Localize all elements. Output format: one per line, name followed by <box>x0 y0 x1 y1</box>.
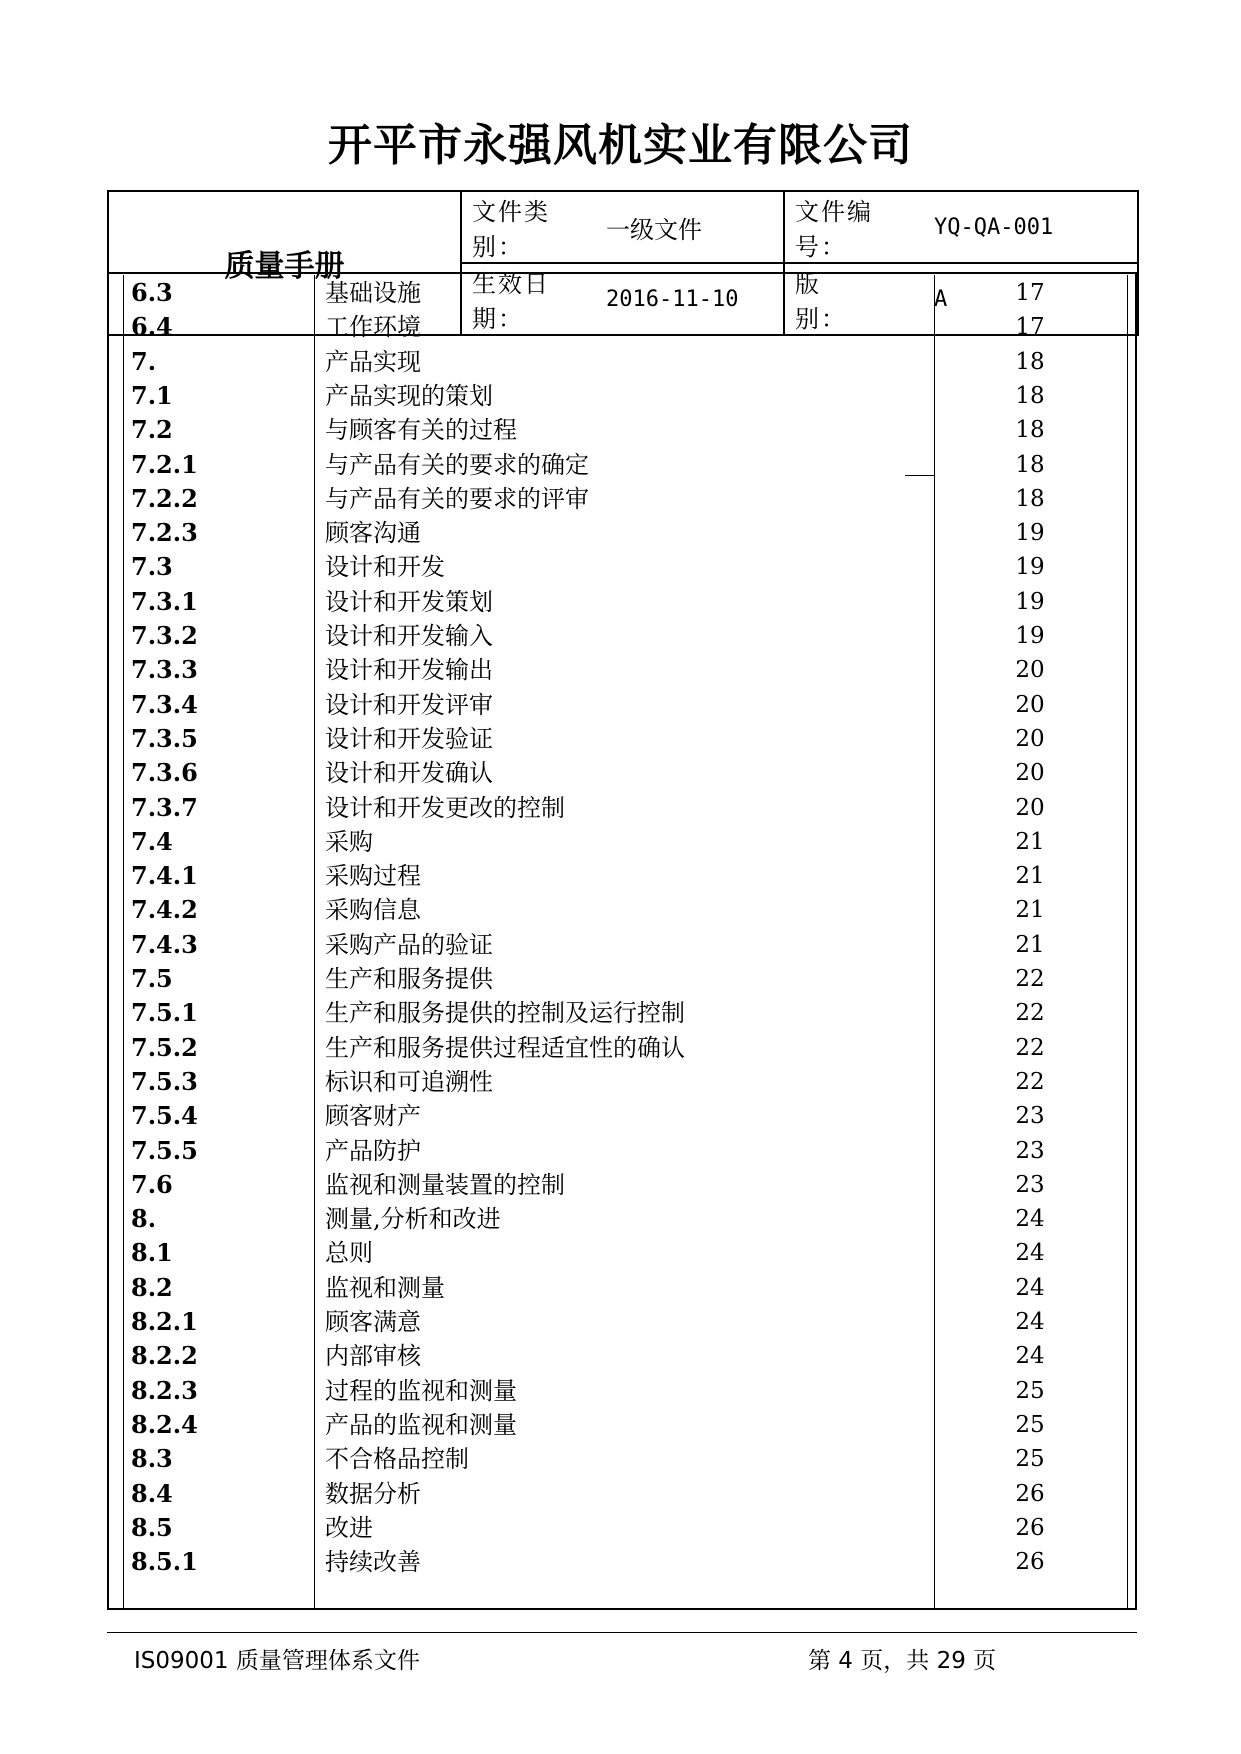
toc-section-title: 设计和开发策划 <box>325 588 493 616</box>
toc-row <box>0 722 1241 756</box>
toc-section-title: 采购 <box>325 828 373 856</box>
doc-number-value: YQ-QA-001 <box>924 191 1138 263</box>
toc-section-title: 设计和开发输入 <box>325 622 493 650</box>
toc-row <box>0 1134 1241 1168</box>
toc-section-title: 采购产品的验证 <box>325 931 493 959</box>
toc-row <box>0 756 1241 790</box>
toc-page-number: 18 <box>1015 417 1045 443</box>
toc-section-title: 设计和开发更改的控制 <box>325 794 565 822</box>
toc-section-title: 设计和开发验证 <box>325 725 493 753</box>
toc-page-number: 24 <box>1015 1309 1045 1335</box>
toc-section-number: 7.4.2 <box>131 895 198 924</box>
toc-page-number: 23 <box>1015 1103 1045 1129</box>
toc-section-number: 7.3.7 <box>131 793 198 822</box>
toc-section-title: 总则 <box>325 1239 373 1267</box>
toc-section-title: 与顾客有关的过程 <box>325 416 517 444</box>
toc-section-number: 7.5 <box>131 964 173 993</box>
toc-section-number: 7.1 <box>131 381 173 410</box>
doc-number-label: 文件编号： <box>784 191 924 263</box>
toc-page-number: 22 <box>1015 1035 1045 1061</box>
toc-section-title: 监视和测量 <box>325 1274 445 1302</box>
toc-page-number: 20 <box>1015 726 1045 752</box>
toc-page-number: 26 <box>1015 1515 1045 1541</box>
toc-row <box>0 448 1241 482</box>
effective-date-value: 2016-11-10 <box>596 263 784 335</box>
toc-section-number: 8.2.1 <box>131 1307 198 1336</box>
version-value: A <box>924 263 1138 335</box>
toc-section-number: 7. <box>131 347 157 376</box>
toc-row <box>0 550 1241 584</box>
toc-row <box>0 1477 1241 1511</box>
toc-page-number: 25 <box>1015 1412 1045 1438</box>
toc-page-number: 23 <box>1015 1172 1045 1198</box>
toc-row <box>0 1511 1241 1545</box>
toc-row <box>0 619 1241 653</box>
doc-title: 质量手册 <box>108 191 461 335</box>
toc-section-title: 监视和测量装置的控制 <box>325 1171 565 1199</box>
toc-page-number: 18 <box>1015 452 1045 478</box>
toc-section-title: 生产和服务提供过程适宜性的确认 <box>325 1034 685 1062</box>
toc-row <box>0 413 1241 447</box>
footer-system-name: IS09001 质量管理体系文件 <box>134 1648 420 1674</box>
toc-row <box>0 1099 1241 1133</box>
toc-section-title: 与产品有关的要求的评审 <box>325 485 589 513</box>
toc-row <box>0 276 1241 310</box>
toc-page-number: 20 <box>1015 657 1045 683</box>
toc-row <box>0 1031 1241 1065</box>
toc-page-number: 18 <box>1015 383 1045 409</box>
toc-row <box>0 1442 1241 1476</box>
toc-section-number: 7.3.1 <box>131 587 198 616</box>
toc-section-title: 产品的监视和测量 <box>325 1411 517 1439</box>
toc-row <box>0 1202 1241 1236</box>
toc-section-title: 产品实现 <box>325 348 421 376</box>
toc-page-number: 26 <box>1015 1549 1045 1575</box>
toc-section-title: 与产品有关的要求的确定 <box>325 451 589 479</box>
toc-section-number: 7.4.3 <box>131 930 198 959</box>
toc-section-number: 7.3.5 <box>131 724 198 753</box>
toc-section-number: 7.3.3 <box>131 655 198 684</box>
footer-page-count: 第 4 页，共 29 页 <box>808 1648 997 1674</box>
toc-section-number: 7.5.3 <box>131 1067 198 1096</box>
toc-section-number: 7.4 <box>131 827 173 856</box>
toc-page-number: 24 <box>1015 1343 1045 1369</box>
footer-rule <box>107 1632 1137 1633</box>
toc-section-number: 7.2 <box>131 415 173 444</box>
toc-row <box>0 1339 1241 1373</box>
toc-section-number: 8.2.4 <box>131 1410 198 1439</box>
toc-page-number: 20 <box>1015 692 1045 718</box>
toc-section-number: 8. <box>131 1204 157 1233</box>
toc-row <box>0 962 1241 996</box>
toc-section-number: 7.6 <box>131 1170 173 1199</box>
toc-section-title: 数据分析 <box>325 1480 421 1508</box>
toc-page-number: 18 <box>1015 349 1045 375</box>
toc-row <box>0 345 1241 379</box>
toc-section-title: 产品实现的策划 <box>325 382 493 410</box>
toc-section-title: 工作环境 <box>325 313 421 341</box>
toc-row <box>0 893 1241 927</box>
toc-row <box>0 825 1241 859</box>
toc-page-number: 18 <box>1015 486 1045 512</box>
toc-section-number: 8.1 <box>131 1238 173 1267</box>
toc-section-number: 7.5.5 <box>131 1136 198 1165</box>
toc-section-title: 顾客财产 <box>325 1102 421 1130</box>
toc-page-number: 21 <box>1015 932 1045 958</box>
toc-row <box>0 791 1241 825</box>
toc-row <box>0 928 1241 962</box>
toc-section-title: 测量,分析和改进 <box>325 1205 501 1233</box>
toc-page-number: 24 <box>1015 1275 1045 1301</box>
toc-page-number: 22 <box>1015 1069 1045 1095</box>
toc-section-number: 7.3.6 <box>131 758 198 787</box>
toc-page-number: 17 <box>1015 314 1045 340</box>
toc-section-title: 标识和可追溯性 <box>325 1068 493 1096</box>
toc-page-number: 19 <box>1015 554 1045 580</box>
toc-section-number: 8.2 <box>131 1273 173 1302</box>
toc-page-number: 25 <box>1015 1446 1045 1472</box>
toc-section-title: 设计和开发确认 <box>325 759 493 787</box>
toc-page-number: 21 <box>1015 829 1045 855</box>
toc-section-title: 设计和开发评审 <box>325 691 493 719</box>
toc-row <box>0 1305 1241 1339</box>
toc-section-title: 过程的监视和测量 <box>325 1377 517 1405</box>
toc-section-title: 基础设施 <box>325 279 421 307</box>
toc-section-number: 8.5.1 <box>131 1547 198 1576</box>
toc-row <box>0 482 1241 516</box>
toc-section-number: 7.3 <box>131 552 173 581</box>
toc-section-number: 7.5.2 <box>131 1033 198 1062</box>
toc-section-number: 8.3 <box>131 1444 173 1473</box>
toc-row <box>0 379 1241 413</box>
doc-type-label: 文件类别： <box>461 191 596 263</box>
toc-row <box>0 1065 1241 1099</box>
toc-page-number: 20 <box>1015 795 1045 821</box>
toc-section-title: 采购信息 <box>325 896 421 924</box>
toc-section-title: 顾客沟通 <box>325 519 421 547</box>
toc-section-title: 生产和服务提供 <box>325 965 493 993</box>
toc-row <box>0 996 1241 1030</box>
toc-row <box>0 1545 1241 1579</box>
toc-row <box>0 1271 1241 1305</box>
toc-page-number: 26 <box>1015 1481 1045 1507</box>
toc-page-number: 22 <box>1015 1000 1045 1026</box>
toc-section-title: 产品防护 <box>325 1137 421 1165</box>
toc-row <box>0 516 1241 550</box>
toc-row <box>0 1374 1241 1408</box>
toc-section-title: 顾客满意 <box>325 1308 421 1336</box>
toc-page-number: 21 <box>1015 863 1045 889</box>
toc-section-number: 7.2.3 <box>131 518 198 547</box>
toc-row <box>0 1408 1241 1442</box>
toc-section-title: 设计和开发输出 <box>325 656 493 684</box>
toc-page-number: 23 <box>1015 1138 1045 1164</box>
toc-section-number: 7.3.2 <box>131 621 198 650</box>
toc-section-number: 8.2.2 <box>131 1341 198 1370</box>
toc-section-title: 不合格品控制 <box>325 1445 469 1473</box>
toc-row <box>0 585 1241 619</box>
toc-page-number: 22 <box>1015 966 1045 992</box>
toc-page-number: 25 <box>1015 1378 1045 1404</box>
toc-section-title: 采购过程 <box>325 862 421 890</box>
toc-section-number: 6.4 <box>131 312 173 341</box>
toc-section-title: 生产和服务提供的控制及运行控制 <box>325 999 685 1027</box>
doc-type-value: 一级文件 <box>596 191 784 263</box>
toc-section-number: 8.2.3 <box>131 1376 198 1405</box>
toc-page-number: 17 <box>1015 280 1045 306</box>
effective-date-label: 生效日期： <box>461 263 596 335</box>
toc-section-number: 8.5 <box>131 1513 173 1542</box>
toc-section-title: 内部审核 <box>325 1342 421 1370</box>
toc-section-number: 7.2.1 <box>131 450 198 479</box>
toc-row <box>0 1236 1241 1270</box>
toc-row <box>0 310 1241 344</box>
toc-section-number: 7.5.1 <box>131 998 198 1027</box>
toc-section-number: 7.2.2 <box>131 484 198 513</box>
toc-section-number: 6.3 <box>131 278 173 307</box>
toc-page-number: 24 <box>1015 1240 1045 1266</box>
toc-section-number: 8.4 <box>131 1479 173 1508</box>
toc-row <box>0 859 1241 893</box>
toc-page-number: 21 <box>1015 897 1045 923</box>
toc-section-number: 7.4.1 <box>131 861 198 890</box>
toc-page-number: 19 <box>1015 589 1045 615</box>
company-name: 开平市永强风机实业有限公司 <box>328 120 913 171</box>
toc-page-number: 20 <box>1015 760 1045 786</box>
toc-page-number: 19 <box>1015 520 1045 546</box>
toc-page-number: 19 <box>1015 623 1045 649</box>
toc-row <box>0 1168 1241 1202</box>
toc-section-title: 持续改善 <box>325 1548 421 1576</box>
toc-section-title: 设计和开发 <box>325 553 445 581</box>
version-label: 版 别： <box>784 263 924 335</box>
toc-section-number: 7.3.4 <box>131 690 198 719</box>
toc-section-number: 7.5.4 <box>131 1101 198 1130</box>
toc-section-title: 改进 <box>325 1514 373 1542</box>
toc-page-number: 24 <box>1015 1206 1045 1232</box>
toc-row <box>0 688 1241 722</box>
toc-row <box>0 653 1241 687</box>
